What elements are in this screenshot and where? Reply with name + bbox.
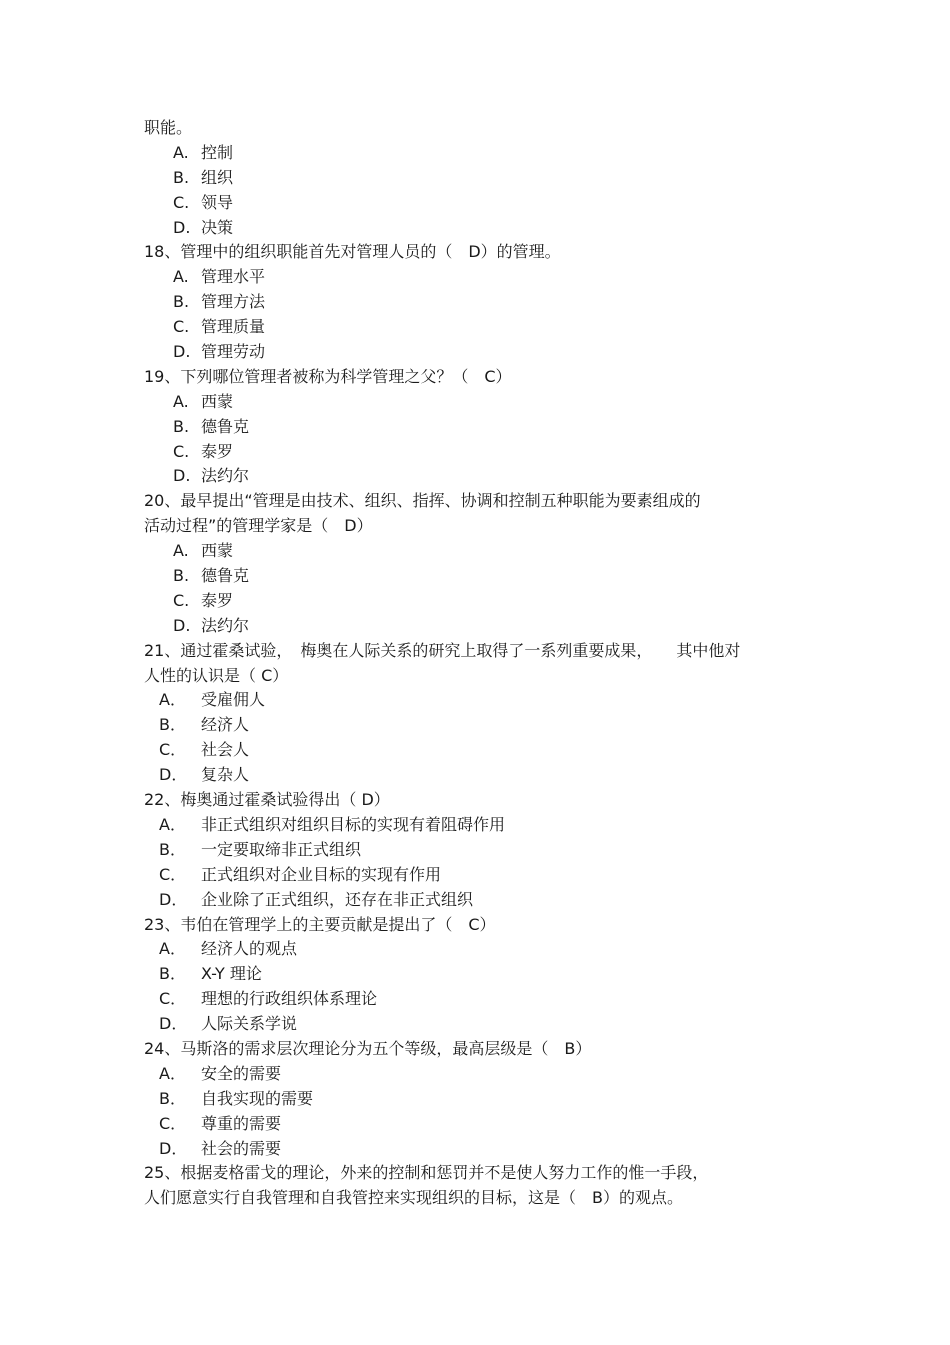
option-label: C. — [173, 441, 190, 461]
option-text: 社会的需要 — [201, 1138, 282, 1158]
option-label: A. — [173, 142, 189, 162]
answer-option — [144, 1062, 824, 1087]
option-label: A． — [159, 1063, 186, 1083]
option-text: 泰罗 — [201, 441, 234, 461]
option-text: 非正式组织对组织目标的实现有着阻碍作用 — [201, 814, 506, 834]
question-text: 22、梅奥通过霍桑试验得出（ D） — [144, 790, 390, 810]
answer-option — [144, 390, 824, 415]
option-label: C． — [159, 864, 187, 884]
answer-option — [144, 1087, 824, 1112]
option-label: D． — [159, 889, 188, 909]
option-label: C. — [173, 317, 190, 337]
answer-option — [144, 838, 824, 863]
option-text: 企业除了正式组织，还存在非正式组织 — [201, 889, 474, 909]
option-label: D． — [159, 1014, 188, 1034]
answer-option — [144, 763, 824, 788]
option-text: 决策 — [201, 217, 234, 237]
question-text: 21、通过霍桑试验， 梅奥在人际关系的研究上取得了一系列重要成果， 其中他对 — [144, 640, 741, 660]
option-label: B． — [159, 839, 186, 859]
option-label: C. — [173, 590, 190, 610]
option-label: C． — [159, 1113, 187, 1133]
option-label: B. — [173, 167, 190, 187]
option-text: 正式组织对企业目标的实现有作用 — [201, 864, 442, 884]
answer-option — [144, 166, 824, 191]
option-label: B. — [173, 416, 190, 436]
option-text: 受雇佣人 — [201, 690, 266, 710]
option-text: 西蒙 — [201, 391, 234, 411]
answer-option — [144, 863, 824, 888]
question-list — [144, 116, 824, 1211]
option-text: 管理水平 — [201, 267, 266, 287]
question-text: 20、最早提出“管理是由技术、组织、指挥、协调和控制五种职能为要素组成的 — [144, 491, 701, 511]
answer-option — [144, 738, 824, 763]
option-label: C. — [173, 192, 190, 212]
option-label: D． — [159, 1138, 188, 1158]
option-text: 经济人的观点 — [201, 939, 298, 959]
question-text: 职能。 — [144, 118, 193, 137]
answer-option — [144, 464, 824, 489]
answer-option — [144, 987, 824, 1012]
option-label: B． — [159, 715, 186, 735]
question-text: 23、韦伯在管理学上的主要贡献是提出了（ C） — [144, 914, 496, 934]
question-text: 18、管理中的组织职能首先对管理人员的（ D）的管理。 — [144, 242, 561, 262]
option-text: 理想的行政组织体系理论 — [201, 989, 378, 1009]
option-text: 控制 — [201, 142, 234, 162]
option-text: 一定要取缔非正式组织 — [201, 839, 362, 859]
option-text: 尊重的需要 — [201, 1113, 282, 1133]
option-label: B． — [159, 1088, 186, 1108]
option-label: B． — [159, 964, 186, 984]
option-text: 人际关系学说 — [201, 1014, 298, 1034]
answer-option — [144, 614, 824, 639]
answer-option — [144, 539, 824, 564]
answer-option — [144, 340, 824, 365]
option-text: 组织 — [201, 167, 234, 187]
option-label: A． — [159, 814, 186, 834]
option-label: D. — [173, 217, 191, 237]
answer-option — [144, 440, 824, 465]
option-text: 社会人 — [201, 740, 250, 760]
answer-option — [144, 1112, 824, 1137]
option-text: 泰罗 — [201, 590, 234, 610]
option-label: A. — [173, 391, 189, 411]
answer-option — [144, 1012, 824, 1037]
option-text: 安全的需要 — [201, 1063, 282, 1083]
option-text: 管理方法 — [201, 292, 266, 312]
option-label: D． — [159, 765, 188, 785]
answer-option — [144, 564, 824, 589]
answer-option — [144, 813, 824, 838]
option-label: A． — [159, 939, 186, 959]
answer-option — [144, 141, 824, 166]
answer-option — [144, 688, 824, 713]
option-label: D. — [173, 342, 191, 362]
question-text: 人们愿意实行自我管理和自我管控来实现组织的目标，这是（ B）的观点。 — [144, 1188, 683, 1208]
question-text: 25、根据麦格雷戈的理论，外来的控制和惩罚并不是使人努力工作的惟一手段， — [144, 1163, 709, 1183]
question-text: 19、下列哪位管理者被称为科学管理之父？（ C） — [144, 366, 512, 386]
option-text: 法约尔 — [201, 615, 250, 635]
option-label: B. — [173, 566, 190, 586]
answer-option — [144, 315, 824, 340]
answer-option — [144, 962, 824, 987]
answer-option — [144, 589, 824, 614]
option-text: 德鲁克 — [201, 416, 250, 436]
answer-option — [144, 888, 824, 913]
option-text: 德鲁克 — [201, 566, 250, 586]
option-text: 复杂人 — [201, 765, 250, 785]
option-label: C． — [159, 989, 187, 1009]
option-label: A. — [173, 267, 189, 287]
answer-option — [144, 216, 824, 241]
option-label: A． — [159, 690, 186, 710]
option-text: 自我实现的需要 — [201, 1088, 314, 1108]
answer-option — [144, 415, 824, 440]
option-text: 经济人 — [201, 715, 250, 735]
option-text: 法约尔 — [201, 466, 250, 486]
answer-option — [144, 713, 824, 738]
answer-option — [144, 290, 824, 315]
option-text: 领导 — [201, 192, 234, 212]
option-label: A. — [173, 541, 189, 561]
option-label: B. — [173, 292, 190, 312]
option-text: 管理质量 — [201, 317, 266, 337]
question-text: 24、马斯洛的需求层次理论分为五个等级，最高层级是（ B） — [144, 1038, 592, 1058]
answer-option — [144, 191, 824, 216]
option-label: C． — [159, 740, 187, 760]
option-text: X-Y 理论 — [201, 964, 262, 984]
answer-option — [144, 1137, 824, 1162]
answer-option — [144, 265, 824, 290]
option-label: D. — [173, 615, 191, 635]
answer-option — [144, 937, 824, 962]
option-text: 西蒙 — [201, 541, 234, 561]
question-text: 人性的认识是（ C） — [144, 665, 289, 685]
option-text: 管理劳动 — [201, 342, 266, 362]
question-text: 活动过程”的管理学家是（ D） — [144, 516, 373, 536]
option-label: D. — [173, 466, 191, 486]
